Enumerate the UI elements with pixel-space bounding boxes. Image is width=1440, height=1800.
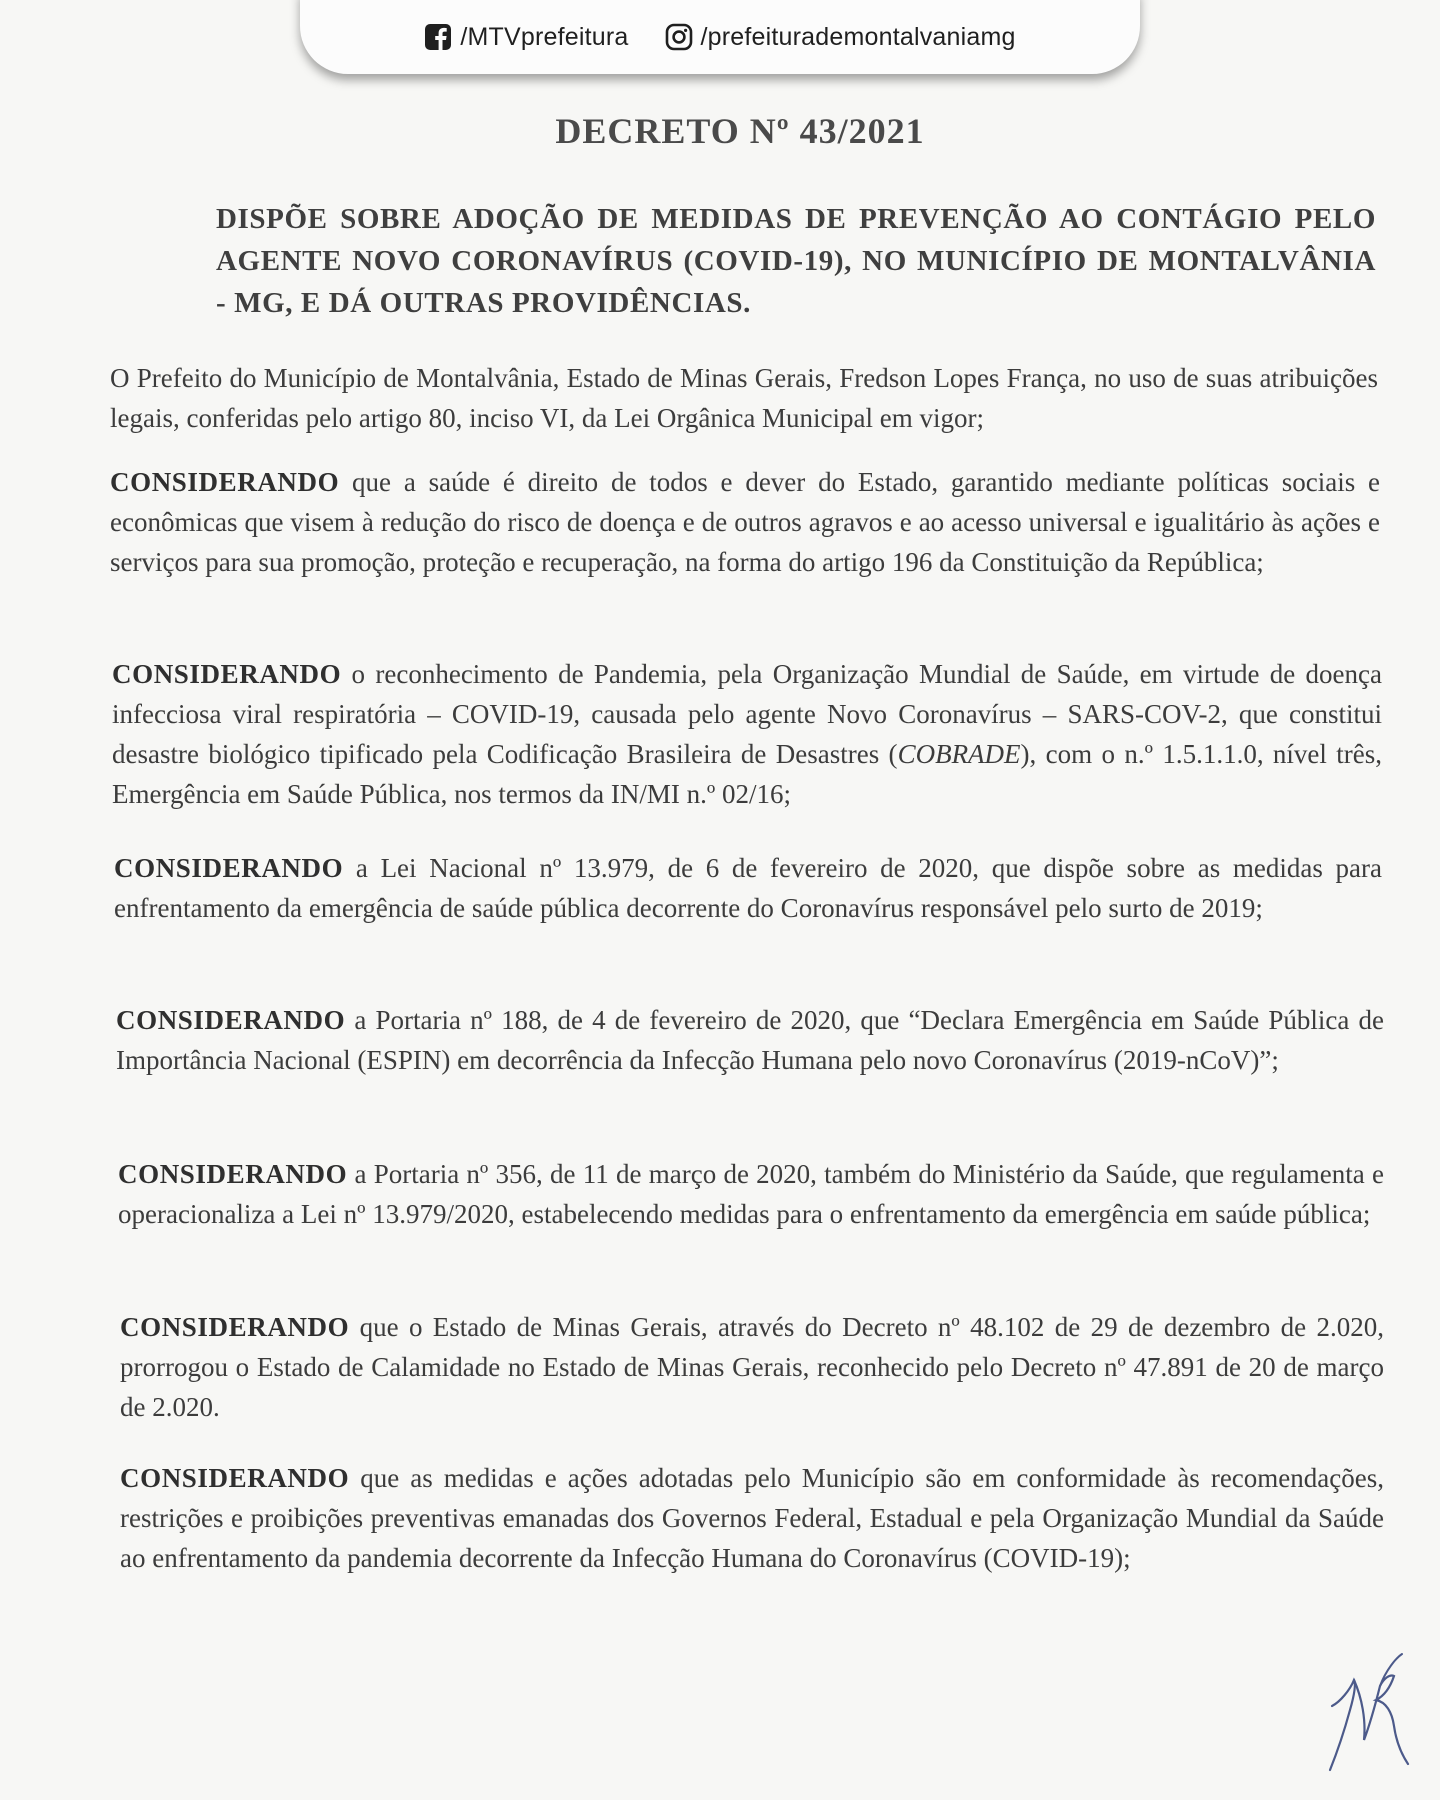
paragraph-text: o reconhecimento de Pandemia, pela Organização Mundial de Saúde, em virtude de doença infecciosa viral respiratória – COVID-19, causada pelo agente Novo Coronavírus – SARS-COV-2, que constitui desastre biológico tipificado pela Codificação Brasileira de Desastres ( xyxy=(112,659,1382,769)
paragraph-text: que a saúde é direito de todos e dever do Estado, garantido mediante políticas sociais e econômicas que visem à redução do risco de doença e de outros agravos e ao acesso universal e igualitário às ações e serviços para sua promoção, proteção e recuperação, na forma do artigo 196 da Constituição da República; xyxy=(110,467,1380,577)
considerando-paragraph xyxy=(116,1000,1384,1080)
facebook-icon xyxy=(424,23,452,51)
considerando-paragraph xyxy=(112,654,1382,814)
paragraph-text: a Portaria nº 356, de 11 de março de 2020, também do Ministério da Saúde, que regulamenta e operacionaliza a Lei nº 13.979/2020, estabelecendo medidas para o enfrentamento da emergência em saúde pública; xyxy=(118,1159,1384,1229)
considerando-paragraph xyxy=(110,462,1380,582)
instagram-link[interactable] xyxy=(665,23,1016,52)
instagram-handle: /prefeiturademontalvaniamg xyxy=(700,22,1016,51)
paragraph-text: ), com o n.º 1.5.1.1.0, nível três, Emergência em Saúde Pública, nos termos da IN/MI n.º 02/16; xyxy=(112,739,1382,809)
considerando-label: CONSIDERANDO xyxy=(116,1005,346,1035)
considerando-paragraph xyxy=(118,1154,1384,1234)
decree-ementa: DISPÕE SOBRE ADOÇÃO DE MEDIDAS DE PREVENÇÃO AO CONTÁGIO PELO AGENTE NOVO CORONAVÍRUS (COVID-19), NO MUNICÍPIO DE MONTALVÂNIA - MG, E DÁ OUTRAS PROVIDÊNCIAS. xyxy=(216,203,1376,319)
considerando-label: CONSIDERANDO xyxy=(110,467,340,497)
considerando-label: CONSIDERANDO xyxy=(114,853,344,883)
handwritten-initials xyxy=(1310,1640,1420,1780)
considerando-label: CONSIDERANDO xyxy=(112,659,342,689)
paragraph-text: que o Estado de Minas Gerais, através do Decreto nº 48.102 de 29 de dezembro de 2.020, prorrogou o Estado de Calamidade no Estado de Minas Gerais, reconhecido pelo Decreto nº 47.891 de 20 de março de 2.020. xyxy=(120,1312,1384,1422)
considerando-paragraph xyxy=(120,1307,1384,1427)
facebook-handle: /MTVprefeitura xyxy=(460,22,629,51)
considerando-label: CONSIDERANDO xyxy=(118,1159,348,1189)
decree-title: DECRETO Nº 43/2021 xyxy=(555,111,925,151)
considerando-label: CONSIDERANDO xyxy=(120,1463,350,1493)
considerando-label: CONSIDERANDO xyxy=(120,1312,350,1342)
paragraph-text: que as medidas e ações adotadas pelo Município são em conformidade às recomendações, restrições e proibições preventivas emanadas dos Governos Federal, Estadual e pela Organização Mundial da Saúde ao enfrentamento da pandemia decorrente da Infecção Humana do Coronavírus (COVID-19); xyxy=(120,1463,1384,1573)
preamble-paragraph: O Prefeito do Município de Montalvânia, Estado de Minas Gerais, Fredson Lopes França, no uso de suas atribuições legais, conferidas pelo artigo 80, inciso VI, da Lei Orgânica Municipal em vigor; xyxy=(110,363,1378,433)
facebook-link[interactable] xyxy=(424,23,628,52)
paragraph-text: a Portaria nº 188, de 4 de fevereiro de 2020, que “Declara Emergência em Saúde Pública de Importância Nacional (ESPIN) em decorrência da Infecção Humana pelo novo Coronavírus (2019-nCoV)”; xyxy=(116,1005,1384,1075)
paragraph-text: a Lei Nacional nº 13.979, de 6 de fevereiro de 2020, que dispõe sobre as medidas para enfrentamento da emergência de saúde pública decorrente do Coronavírus responsável pelo surto de 2019; xyxy=(114,853,1382,923)
cobrade-acronym: COBRADE xyxy=(897,739,1021,769)
social-header-tab xyxy=(300,0,1140,74)
considerando-paragraph xyxy=(120,1458,1384,1578)
instagram-icon xyxy=(665,23,693,51)
considerando-paragraph xyxy=(114,848,1382,928)
